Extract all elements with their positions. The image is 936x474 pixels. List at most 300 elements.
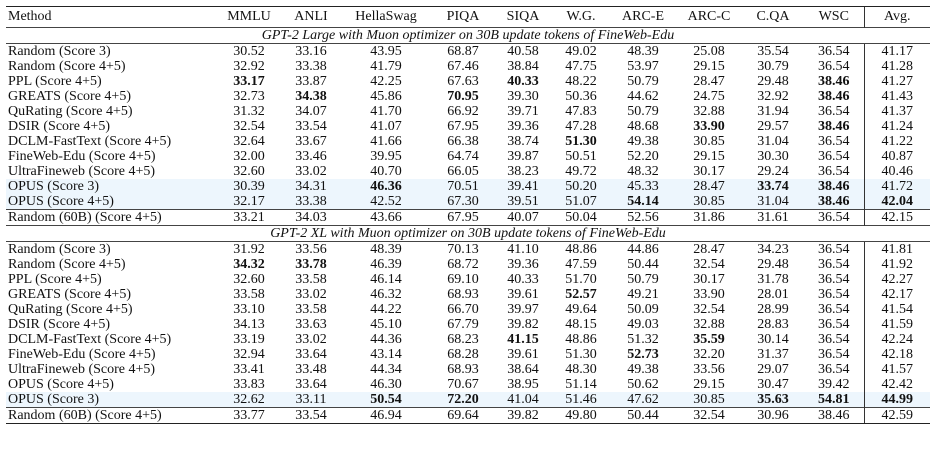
- best-value: 42.04: [881, 194, 913, 209]
- value-cell: [552, 134, 610, 149]
- value-cell: 51.14: [565, 377, 597, 392]
- value-cell: 39.36: [507, 257, 539, 272]
- best-value: 33.74: [757, 179, 789, 194]
- value-cell: 66.92: [447, 104, 479, 119]
- value-cell: 40.07: [494, 210, 552, 226]
- value-cell: [804, 194, 864, 210]
- column-header: SIQA: [494, 7, 552, 28]
- method-cell: GREATS (Score 4+5): [8, 89, 131, 104]
- value-cell: 33.41: [233, 362, 265, 377]
- value-cell: 51.70: [565, 272, 597, 287]
- value-cell: 30.47: [757, 377, 789, 392]
- value-cell: [864, 194, 930, 210]
- value-cell: 46.14: [370, 272, 402, 287]
- value-cell: [676, 332, 742, 347]
- column-header: ARC-E: [610, 7, 676, 28]
- value-cell: 48.86: [552, 242, 610, 258]
- method-cell: OPUS (Score 4+5): [6, 194, 216, 210]
- value-cell: 38.64: [507, 362, 539, 377]
- best-value: 41.15: [507, 332, 539, 347]
- value-cell: 33.54: [282, 408, 340, 424]
- best-value: 72.20: [447, 392, 479, 407]
- table-row: [6, 119, 930, 134]
- value-cell: 33.56: [693, 362, 725, 377]
- value-cell: [804, 74, 864, 89]
- value-cell: 36.54: [804, 44, 864, 60]
- column-header: HellaSwag: [340, 7, 432, 28]
- method-cell: GREATS (Score 4+5): [8, 287, 131, 302]
- best-value: 54.81: [818, 392, 850, 407]
- value-cell: 47.59: [565, 257, 597, 272]
- table-row: [6, 59, 930, 74]
- best-value: 46.36: [370, 179, 402, 194]
- value-cell: 47.75: [565, 59, 597, 74]
- value-cell: 49.72: [565, 164, 597, 179]
- value-cell: 38.95: [507, 377, 539, 392]
- value-cell: [494, 74, 552, 89]
- value-cell: 41.10: [494, 242, 552, 258]
- method-cell: PPL (Score 4+5): [8, 74, 102, 89]
- best-value: 38.46: [818, 179, 850, 194]
- value-cell: 30.17: [693, 272, 725, 287]
- value-cell: 32.17: [216, 194, 282, 210]
- value-cell: [804, 119, 864, 134]
- footer-row: [6, 408, 930, 424]
- value-cell: 42.15: [864, 210, 930, 226]
- value-cell: 46.32: [370, 287, 402, 302]
- method-cell: QuRating (Score 4+5): [8, 104, 133, 119]
- value-cell: 68.23: [447, 332, 479, 347]
- value-cell: 41.28: [864, 59, 930, 74]
- best-value: 38.46: [818, 194, 850, 209]
- table-row: [6, 332, 930, 347]
- value-cell: 41.27: [864, 74, 930, 89]
- value-cell: 50.51: [565, 149, 597, 164]
- value-cell: 64.74: [447, 149, 479, 164]
- value-cell: 36.54: [818, 302, 850, 317]
- value-cell: 41.37: [864, 104, 930, 119]
- value-cell: 36.54: [818, 317, 850, 332]
- value-cell: 44.86: [610, 242, 676, 258]
- value-cell: 32.60: [233, 164, 265, 179]
- value-cell: 36.54: [818, 257, 850, 272]
- value-cell: 44.36: [370, 332, 402, 347]
- value-cell: 39.82: [507, 317, 539, 332]
- method-cell: DSIR (Score 4+5): [8, 119, 110, 134]
- method-cell: Random (60B) (Score 4+5): [6, 408, 216, 424]
- value-cell: 33.58: [295, 302, 327, 317]
- value-cell: [282, 257, 340, 272]
- value-cell: 40.33: [507, 272, 539, 287]
- value-cell: 32.00: [233, 149, 265, 164]
- best-value: 33.78: [295, 257, 327, 272]
- method-cell: Random (60B) (Score 4+5): [6, 210, 216, 226]
- method-cell: PPL (Score 4+5): [8, 272, 102, 287]
- value-cell: 45.10: [370, 317, 402, 332]
- value-cell: 41.66: [370, 134, 402, 149]
- value-cell: 31.78: [757, 272, 789, 287]
- value-cell: [804, 89, 864, 104]
- value-cell: 52.20: [627, 149, 659, 164]
- table-row: [6, 164, 930, 179]
- value-cell: 70.13: [432, 242, 494, 258]
- value-cell: 50.79: [627, 74, 659, 89]
- value-cell: 34.13: [233, 317, 265, 332]
- value-cell: 50.79: [627, 272, 659, 287]
- value-cell: 41.24: [864, 119, 930, 134]
- column-header: ARC-C: [676, 7, 742, 28]
- value-cell: 66.38: [447, 134, 479, 149]
- value-cell: 25.08: [676, 44, 742, 60]
- value-cell: 38.84: [507, 59, 539, 74]
- value-cell: 33.64: [295, 347, 327, 362]
- value-cell: 67.95: [432, 210, 494, 226]
- value-cell: 42.52: [340, 194, 432, 210]
- value-cell: 48.86: [565, 332, 597, 347]
- best-value: 54.14: [627, 194, 659, 209]
- value-cell: 41.70: [370, 104, 402, 119]
- value-cell: 28.47: [676, 242, 742, 258]
- value-cell: 46.39: [370, 257, 402, 272]
- value-cell: 36.54: [818, 272, 850, 287]
- method-cell: QuRating (Score 4+5): [8, 302, 133, 317]
- value-cell: 66.05: [447, 164, 479, 179]
- value-cell: 33.19: [233, 332, 265, 347]
- value-cell: 39.95: [370, 149, 402, 164]
- best-value: 38.46: [818, 74, 850, 89]
- value-cell: 30.52: [216, 44, 282, 60]
- value-cell: 45.33: [610, 179, 676, 194]
- value-cell: 33.02: [295, 164, 327, 179]
- value-cell: 49.03: [627, 317, 659, 332]
- value-cell: 42.59: [864, 408, 930, 424]
- value-cell: 33.58: [233, 287, 265, 302]
- value-cell: 44.22: [370, 302, 402, 317]
- value-cell: 28.47: [676, 179, 742, 194]
- table-row: [6, 89, 930, 104]
- value-cell: 41.92: [864, 257, 930, 272]
- value-cell: 32.88: [693, 317, 725, 332]
- value-cell: 36.54: [818, 149, 850, 164]
- table-row: [6, 272, 930, 287]
- best-value: 33.90: [693, 119, 725, 134]
- value-cell: 67.30: [432, 194, 494, 210]
- value-cell: 34.07: [295, 104, 327, 119]
- value-cell: 38.74: [507, 134, 539, 149]
- value-cell: 41.22: [864, 134, 930, 149]
- value-cell: 29.15: [693, 59, 725, 74]
- value-cell: 39.61: [507, 287, 539, 302]
- method-cell: Random (Score 3): [6, 44, 216, 60]
- value-cell: 67.79: [447, 317, 479, 332]
- value-cell: 49.02: [552, 44, 610, 60]
- value-cell: 39.30: [507, 89, 539, 104]
- value-cell: 30.85: [676, 194, 742, 210]
- value-cell: [340, 179, 432, 194]
- value-cell: 33.54: [295, 119, 327, 134]
- value-cell: 40.58: [494, 44, 552, 60]
- method-cell: DCLM-FastText (Score 4+5): [8, 134, 172, 149]
- value-cell: 38.23: [507, 164, 539, 179]
- value-cell: [432, 392, 494, 408]
- value-cell: 33.21: [216, 210, 282, 226]
- results-table: [6, 6, 930, 424]
- value-cell: 50.44: [627, 257, 659, 272]
- value-cell: 40.87: [864, 149, 930, 164]
- value-cell: [742, 392, 804, 408]
- value-cell: 31.94: [757, 104, 789, 119]
- table-row: [6, 317, 930, 332]
- value-cell: 34.03: [282, 210, 340, 226]
- value-cell: 42.25: [370, 74, 402, 89]
- value-cell: 33.64: [295, 377, 327, 392]
- table-row: [6, 74, 930, 89]
- value-cell: 34.31: [282, 179, 340, 194]
- value-cell: 39.87: [507, 149, 539, 164]
- value-cell: [864, 392, 930, 408]
- method-cell: OPUS (Score 3): [6, 392, 216, 408]
- table-row: [6, 377, 930, 392]
- value-cell: 48.68: [627, 119, 659, 134]
- value-cell: 36.54: [818, 104, 850, 119]
- value-cell: 42.42: [864, 377, 930, 392]
- value-cell: 48.39: [610, 44, 676, 60]
- column-header: MMLU: [216, 7, 282, 28]
- column-header: PIQA: [432, 7, 494, 28]
- value-cell: 29.57: [757, 119, 789, 134]
- value-cell: 30.85: [693, 134, 725, 149]
- method-cell: Random (Score 3): [6, 242, 216, 258]
- value-cell: [804, 179, 864, 194]
- value-cell: 51.32: [627, 332, 659, 347]
- value-cell: 33.58: [295, 272, 327, 287]
- value-cell: 53.97: [627, 59, 659, 74]
- value-cell: 33.16: [282, 44, 340, 60]
- value-cell: 33.77: [216, 408, 282, 424]
- value-cell: 28.01: [757, 287, 789, 302]
- value-cell: 41.57: [864, 362, 930, 377]
- value-cell: 33.02: [295, 287, 327, 302]
- value-cell: 48.30: [565, 362, 597, 377]
- value-cell: 48.39: [340, 242, 432, 258]
- table-row: [6, 362, 930, 377]
- value-cell: 36.54: [818, 347, 850, 362]
- value-cell: 47.83: [565, 104, 597, 119]
- value-cell: 41.72: [864, 179, 930, 194]
- value-cell: 31.37: [757, 347, 789, 362]
- column-header: W.G.: [552, 7, 610, 28]
- value-cell: 68.87: [432, 44, 494, 60]
- value-cell: 29.15: [693, 149, 725, 164]
- value-cell: 41.43: [864, 89, 930, 104]
- method-cell: DSIR (Score 4+5): [8, 317, 110, 332]
- value-cell: 41.07: [370, 119, 402, 134]
- value-cell: 46.94: [340, 408, 432, 424]
- value-cell: 52.56: [610, 210, 676, 226]
- method-cell: Random (Score 4+5): [8, 59, 126, 74]
- value-cell: 33.48: [295, 362, 327, 377]
- value-cell: 36.54: [818, 134, 850, 149]
- table-row: [6, 287, 930, 302]
- value-cell: 40.46: [864, 164, 930, 179]
- value-cell: [552, 287, 610, 302]
- table-row: [6, 347, 930, 362]
- value-cell: 50.04: [552, 210, 610, 226]
- value-cell: 36.54: [818, 59, 850, 74]
- value-cell: 24.75: [693, 89, 725, 104]
- value-cell: 30.85: [676, 392, 742, 408]
- value-cell: 41.54: [864, 302, 930, 317]
- value-cell: [742, 179, 804, 194]
- value-cell: 31.04: [742, 194, 804, 210]
- value-cell: 44.34: [370, 362, 402, 377]
- value-cell: [282, 89, 340, 104]
- column-header: ANLI: [282, 7, 340, 28]
- value-cell: 43.66: [340, 210, 432, 226]
- table-row: [6, 242, 930, 258]
- value-cell: 69.64: [432, 408, 494, 424]
- value-cell: 67.46: [447, 59, 479, 74]
- value-cell: 33.46: [295, 149, 327, 164]
- section-caption: GPT-2 XL with Muon optimizer on 30B update tokens of FineWeb-Edu: [6, 226, 930, 242]
- best-value: 33.17: [233, 74, 265, 89]
- value-cell: 33.02: [295, 332, 327, 347]
- value-cell: 41.59: [864, 317, 930, 332]
- value-cell: 47.62: [610, 392, 676, 408]
- method-cell: UltraFineweb (Score 4+5): [8, 164, 156, 179]
- value-cell: 32.92: [233, 59, 265, 74]
- value-cell: 36.54: [818, 164, 850, 179]
- value-cell: 48.32: [627, 164, 659, 179]
- best-value: 50.54: [370, 392, 402, 407]
- value-cell: 49.80: [552, 408, 610, 424]
- method-cell: UltraFineweb (Score 4+5): [8, 362, 156, 377]
- value-cell: 51.07: [552, 194, 610, 210]
- value-cell: 28.99: [757, 302, 789, 317]
- value-cell: 32.92: [757, 89, 789, 104]
- value-cell: 43.14: [370, 347, 402, 362]
- value-cell: 32.20: [693, 347, 725, 362]
- value-cell: 30.14: [757, 332, 789, 347]
- table-row: [6, 134, 930, 149]
- value-cell: 33.83: [233, 377, 265, 392]
- value-cell: 29.24: [757, 164, 789, 179]
- value-cell: 33.56: [282, 242, 340, 258]
- column-header: Avg.: [864, 7, 930, 28]
- value-cell: 39.42: [818, 377, 850, 392]
- value-cell: [340, 392, 432, 408]
- value-cell: 33.67: [295, 134, 327, 149]
- method-cell: Random (Score 4+5): [8, 257, 126, 272]
- table-row: [6, 104, 930, 119]
- column-header: WSC: [804, 7, 864, 28]
- value-cell: 49.38: [627, 134, 659, 149]
- value-cell: 29.07: [757, 362, 789, 377]
- table-row: [6, 257, 930, 272]
- value-cell: 30.17: [693, 164, 725, 179]
- value-cell: 39.51: [494, 194, 552, 210]
- value-cell: 66.70: [447, 302, 479, 317]
- best-value: 70.95: [447, 89, 479, 104]
- value-cell: 33.87: [295, 74, 327, 89]
- value-cell: [610, 194, 676, 210]
- value-cell: 70.51: [432, 179, 494, 194]
- value-cell: 51.30: [565, 347, 597, 362]
- value-cell: 42.18: [864, 347, 930, 362]
- value-cell: 33.90: [693, 287, 725, 302]
- value-cell: 68.28: [447, 347, 479, 362]
- value-cell: 30.30: [757, 149, 789, 164]
- value-cell: 42.27: [864, 272, 930, 287]
- value-cell: 30.79: [757, 59, 789, 74]
- value-cell: 29.15: [693, 377, 725, 392]
- value-cell: 49.38: [627, 362, 659, 377]
- value-cell: 67.95: [447, 119, 479, 134]
- value-cell: 30.39: [216, 179, 282, 194]
- value-cell: 35.54: [742, 44, 804, 60]
- best-value: 40.33: [507, 74, 539, 89]
- value-cell: 50.09: [627, 302, 659, 317]
- value-cell: 70.67: [447, 377, 479, 392]
- value-cell: 32.62: [216, 392, 282, 408]
- value-cell: 39.97: [507, 302, 539, 317]
- value-cell: 30.96: [742, 408, 804, 424]
- value-cell: [494, 332, 552, 347]
- value-cell: [216, 257, 282, 272]
- value-cell: 50.20: [552, 179, 610, 194]
- value-cell: 50.62: [627, 377, 659, 392]
- value-cell: 50.44: [610, 408, 676, 424]
- value-cell: 32.54: [693, 302, 725, 317]
- value-cell: 38.46: [804, 408, 864, 424]
- column-header: C.QA: [742, 7, 804, 28]
- value-cell: 68.72: [447, 257, 479, 272]
- value-cell: 42.24: [864, 332, 930, 347]
- best-value: 35.59: [693, 332, 725, 347]
- value-cell: 41.79: [370, 59, 402, 74]
- value-cell: 49.64: [565, 302, 597, 317]
- table-row: [6, 392, 930, 408]
- best-value: 44.99: [881, 392, 913, 407]
- value-cell: 42.17: [864, 287, 930, 302]
- value-cell: 32.94: [233, 347, 265, 362]
- table-row: [6, 302, 930, 317]
- section-caption: GPT-2 Large with Muon optimizer on 30B update tokens of FineWeb-Edu: [6, 28, 930, 44]
- value-cell: 31.32: [233, 104, 265, 119]
- value-cell: [216, 74, 282, 89]
- table-row: [6, 194, 930, 210]
- best-value: 52.73: [627, 347, 659, 362]
- column-header: Method: [6, 7, 216, 28]
- value-cell: 31.92: [216, 242, 282, 258]
- footer-row: [6, 210, 930, 226]
- value-cell: 32.54: [693, 257, 725, 272]
- section-caption-row: [6, 28, 930, 44]
- table-row: [6, 44, 930, 60]
- value-cell: 31.86: [676, 210, 742, 226]
- best-value: 51.30: [565, 134, 597, 149]
- value-cell: 50.36: [565, 89, 597, 104]
- value-cell: 39.36: [507, 119, 539, 134]
- value-cell: 36.54: [804, 242, 864, 258]
- value-cell: 47.28: [565, 119, 597, 134]
- value-cell: [610, 347, 676, 362]
- value-cell: 41.04: [494, 392, 552, 408]
- value-cell: 36.54: [818, 332, 850, 347]
- value-cell: 32.60: [233, 272, 265, 287]
- value-cell: 50.79: [627, 104, 659, 119]
- value-cell: 39.71: [507, 104, 539, 119]
